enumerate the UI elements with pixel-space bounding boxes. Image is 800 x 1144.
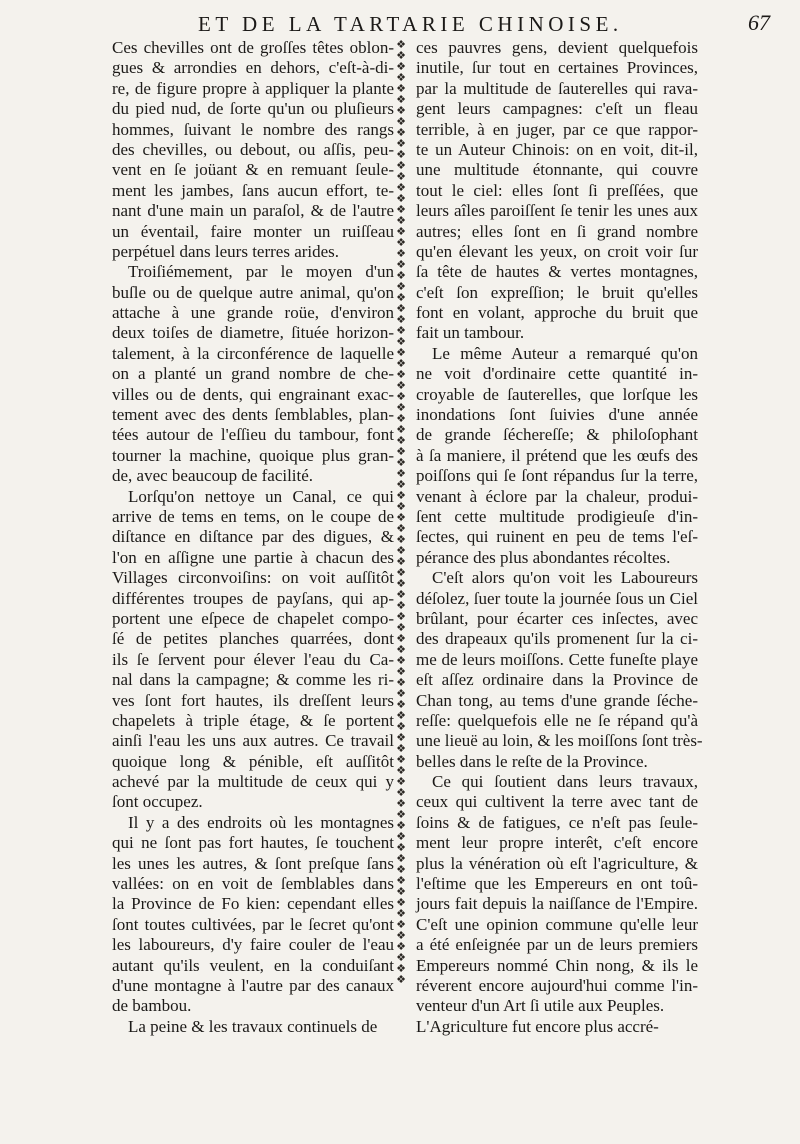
ornament-glyph: ❖ <box>396 347 406 359</box>
ornament-glyph: ❖ <box>396 468 406 480</box>
ornament-glyph: ❖ <box>396 336 406 348</box>
text-line: l'on en aſſigne une partie à chacun des <box>112 547 394 567</box>
ornament-glyph: ❖ <box>396 952 406 964</box>
text-line: c'eſt ſon expreſſion; le bruit qu'elles <box>416 282 698 302</box>
ornament-glyph: ❖ <box>396 94 406 106</box>
text-line: ceux qui cultivent la terre avec tant de <box>416 792 698 812</box>
ornament-glyph: ❖ <box>396 754 406 766</box>
ornament-glyph: ❖ <box>396 193 406 205</box>
ornament-glyph: ❖ <box>396 600 406 612</box>
ornament-glyph: ❖ <box>396 512 406 524</box>
ornament-glyph: ❖ <box>396 644 406 656</box>
text-line: Il y a des endroits où les montagnes <box>128 812 394 832</box>
text-line: ne voit d'ordinaire cette quantité in- <box>416 364 698 384</box>
left-text-column <box>112 38 394 1037</box>
text-line: tout le ciel: elles ſont ſi preſſées, que <box>416 180 698 200</box>
running-title: ET DE LA TARTARIE CHINOISE. <box>198 12 623 36</box>
text-line: autres; elles ſont en ſi grand nombre <box>416 221 698 241</box>
ornament-glyph: ❖ <box>396 732 406 744</box>
ornament-glyph: ❖ <box>396 677 406 689</box>
text-line: font en volant, approche du bruit que <box>416 303 698 323</box>
ornament-glyph: ❖ <box>396 358 406 370</box>
ornament-glyph: ❖ <box>396 215 406 227</box>
ornament-glyph: ❖ <box>396 50 406 62</box>
ornament-glyph: ❖ <box>396 149 406 161</box>
text-line: C'eſt une opinion commune qu'elle leur <box>416 914 698 934</box>
text-line: déſolez, ſuer toute la journée ſous un Ciel <box>416 588 698 608</box>
right-text-column <box>416 38 703 1037</box>
text-line: Ce qui ſoutient dans leurs travaux, <box>432 772 698 792</box>
ornament-glyph: ❖ <box>396 138 406 150</box>
text-line: vallées: on en voit de ſemblables dans <box>112 874 394 894</box>
text-line: nant d'une main un paraſol, & de l'autre <box>112 201 394 221</box>
text-line: inutile, ſur tout en certaines Provinces, <box>416 58 698 78</box>
text-line: terrible, à en juger, par ce que rappor- <box>416 119 698 139</box>
ornament-glyph: ❖ <box>396 424 406 436</box>
page-header <box>110 10 770 40</box>
ornament-glyph: ❖ <box>396 204 406 216</box>
ornament-glyph: ❖ <box>396 721 406 733</box>
text-line: ſent cette multitude prodigieuſe d'in- <box>416 506 698 526</box>
text-line: différentes troupes de payſans, qui ap- <box>112 588 394 608</box>
ornament-glyph: ❖ <box>396 699 406 711</box>
ornament-glyph: ❖ <box>396 457 406 469</box>
ornament-glyph: ❖ <box>396 534 406 546</box>
text-line: L'Agriculture fut encore plus accré- <box>416 1016 659 1036</box>
page-number: 67 <box>748 10 770 35</box>
ornament-glyph: ❖ <box>396 303 406 315</box>
ornament-glyph: ❖ <box>396 226 406 238</box>
ornament-glyph: ❖ <box>396 688 406 700</box>
ornament-glyph: ❖ <box>396 776 406 788</box>
ornament-glyph: ❖ <box>396 710 406 722</box>
text-line: perpétuel dans leurs terres arides. <box>112 241 340 261</box>
ornament-glyph: ❖ <box>396 589 406 601</box>
ornament-glyph: ❖ <box>396 743 406 755</box>
text-line: a été enſeignée par un de leurs premiers <box>416 935 698 955</box>
ornament-glyph: ❖ <box>396 831 406 843</box>
text-line: poiſſons qui ſe ſont répandus ſur la terre, <box>416 466 698 486</box>
text-line: fait un tambour. <box>416 323 525 343</box>
text-line: La peine & les travaux continuels de <box>128 1016 378 1036</box>
ornament-glyph: ❖ <box>396 116 406 128</box>
ornament-glyph: ❖ <box>396 171 406 183</box>
text-line: à ſa maniere, il prétend que les œufs des <box>416 445 698 465</box>
text-line: ſectes, qui ruinent en peu de tems l'eſ- <box>416 527 698 547</box>
ornament-glyph: ❖ <box>396 655 406 667</box>
ornament-glyph: ❖ <box>396 820 406 832</box>
ornament-glyph: ❖ <box>396 237 406 249</box>
text-line: jours fait depuis la naiſſance de l'Empire. <box>416 894 698 914</box>
ornament-glyph: ❖ <box>396 864 406 876</box>
text-line: belles dans le reſte de la Province. <box>416 751 648 771</box>
ornament-glyph: ❖ <box>396 105 406 117</box>
ornament-glyph: ❖ <box>396 853 406 865</box>
text-line: brûlant, pour écarter ces inſectes, avec <box>416 608 698 628</box>
ornament-glyph: ❖ <box>396 622 406 634</box>
ornamental-column-divider <box>393 40 409 990</box>
ornament-glyph: ❖ <box>396 83 406 95</box>
text-line: qui ne ſont pas fort hautes, ſe touchent <box>112 833 394 853</box>
text-line: Villages circonvoiſins: on voit auſſitôt <box>112 568 394 588</box>
text-line: buſle ou de quelque autre animal, qu'on <box>112 282 394 302</box>
ornament-glyph: ❖ <box>396 391 406 403</box>
text-line: réverent encore aujourd'hui comme l'in- <box>416 975 698 995</box>
ornament-glyph: ❖ <box>396 798 406 810</box>
text-line: ment leur propre interêt, c'eſt encore <box>416 833 698 853</box>
ornament-glyph: ❖ <box>396 314 406 326</box>
text-line: Le même Auteur a remarqué qu'on <box>432 343 698 363</box>
text-line: de grande ſéchereſſe; & philoſophant <box>416 425 698 445</box>
ornament-glyph: ❖ <box>396 369 406 381</box>
text-line: me de leurs moiſſons. Cette funeſte playe <box>416 649 698 669</box>
text-line: venant à éclore par la chaleur, produi- <box>416 486 698 506</box>
ornament-glyph: ❖ <box>396 325 406 337</box>
text-line: croyable de ſauterelles, que lorſque les <box>416 384 698 404</box>
text-line: nal dans la campagne; & comme les ri- <box>112 670 394 690</box>
text-line: des chevilles, ou debout, ou aſſis, peu- <box>112 139 394 159</box>
ornament-glyph: ❖ <box>396 292 406 304</box>
ornament-glyph: ❖ <box>396 501 406 513</box>
ornament-glyph: ❖ <box>396 765 406 777</box>
ornament-glyph: ❖ <box>396 930 406 942</box>
ornament-glyph: ❖ <box>396 413 406 425</box>
text-line: une multitude étonnante, qui couvre <box>416 160 698 180</box>
text-line: plus la vénération où eſt l'agriculture, & <box>416 853 698 873</box>
text-line: reſſe: quelquefois elle ne ſe répand qu'à <box>416 710 698 730</box>
text-line: un éventail, faire monter un ruiſſeau <box>112 221 394 241</box>
ornament-glyph: ❖ <box>396 578 406 590</box>
text-line: ſont occupez. <box>112 792 203 812</box>
ornament-glyph: ❖ <box>396 259 406 271</box>
text-line: portent une eſpece de chapelet compo- <box>112 608 394 628</box>
ornament-glyph: ❖ <box>396 545 406 557</box>
text-line: talement, à la circonférence de laquelle <box>112 343 394 363</box>
ornament-glyph: ❖ <box>396 40 406 51</box>
ornament-glyph: ❖ <box>396 435 406 447</box>
text-line: vent en ſe joüant & en remuant ſeule- <box>112 160 394 180</box>
ornament-glyph: ❖ <box>396 248 406 260</box>
text-line: ves ſont fort hautes, ils dreſſent leurs <box>112 690 394 710</box>
text-line: tement avec des dents ſemblables, plan- <box>112 405 394 425</box>
text-line: les laboureurs, d'y faire couler de l'eau <box>112 935 394 955</box>
text-line: hommes, ſuivant le nombre des rangs <box>112 119 394 139</box>
text-line: de, avec beaucoup de facilité. <box>112 466 314 486</box>
text-line: inondations ſont ſuivies d'une année <box>416 405 698 425</box>
ornament-glyph: ❖ <box>396 446 406 458</box>
text-line: gent leurs campagnes: c'eſt un fleau <box>416 99 698 119</box>
text-line: villes ou de dents, qui engrainant exac- <box>112 384 394 404</box>
text-line: ſont toutes cultivées, par le ſecret qu'ont <box>112 914 394 934</box>
text-line: Troiſiémement, par le moyen d'un <box>128 262 394 282</box>
ornament-glyph: ❖ <box>396 127 406 139</box>
text-line: d'une montagne à l'autre par des canaux <box>112 975 394 995</box>
ornament-glyph: ❖ <box>396 523 406 535</box>
ornament-glyph: ❖ <box>396 787 406 799</box>
ornament-glyph: ❖ <box>396 666 406 678</box>
text-line: qu'en élevant les yeux, on croit voir ſur <box>416 241 698 261</box>
ornament-glyph: ❖ <box>396 490 406 502</box>
text-line: des drapeaux qu'ils promenent ſur la ci- <box>416 629 698 649</box>
text-line: leurs aîles paroiſſent ſe tenir les unes aux <box>416 201 698 221</box>
text-line: les unes les autres, & ſont preſque ſans <box>112 853 394 873</box>
ornament-glyph: ❖ <box>396 160 406 172</box>
text-line: Empereurs nommé Chin nong, & ils le <box>416 955 698 975</box>
text-line: ſa tête de hautes & vertes montagnes, <box>416 262 698 282</box>
ornament-glyph: ❖ <box>396 61 406 73</box>
ornament-glyph: ❖ <box>396 182 406 194</box>
text-line: on a planté un grand nombre de che- <box>112 364 394 384</box>
text-line: C'eſt alors qu'on voit les Laboureurs <box>432 568 698 588</box>
ornament-glyph: ❖ <box>396 611 406 623</box>
text-line: achevé par la multitude de ceux qui y <box>112 772 394 792</box>
ornament-glyph: ❖ <box>396 281 406 293</box>
text-line: la Province de Fo kien: cependant elles <box>112 894 394 914</box>
ornament-glyph: ❖ <box>396 270 406 282</box>
ornament-glyph: ❖ <box>396 567 406 579</box>
ornament-glyph: ❖ <box>396 974 406 986</box>
text-line: de bambou. <box>112 996 192 1016</box>
text-line: tées autour de l'eſſieu du tambour, font <box>112 425 394 445</box>
ornament-glyph: ❖ <box>396 402 406 414</box>
text-line: deux toiſes de diametre, ſituée horizon- <box>112 323 394 343</box>
ornament-glyph: ❖ <box>396 809 406 821</box>
ornament-glyph: ❖ <box>396 556 406 568</box>
text-line: par la multitude de ſauterelles qui rava- <box>416 78 698 98</box>
text-line: te un Auteur Chinois: on en voit, dit-il, <box>416 139 698 159</box>
text-line: Lorſqu'on nettoye un Canal, ce qui <box>128 486 394 506</box>
text-line: diſtance en diſtance par des digues, & <box>112 527 394 547</box>
ornament-glyph: ❖ <box>396 897 406 909</box>
ornament-glyph: ❖ <box>396 875 406 887</box>
ornament-glyph: ❖ <box>396 886 406 898</box>
text-line: re, de figure propre à appliquer la plante <box>112 78 394 98</box>
text-line: ces pauvres gens, devient quelquefois <box>416 38 698 57</box>
ornament-glyph: ❖ <box>396 963 406 975</box>
text-line: pérance des plus abondantes récoltes. <box>416 547 671 567</box>
text-line: ment les jambes, ſans aucun effort, te- <box>112 180 394 200</box>
text-line: eſt aſſez ordinaire dans la Province de <box>416 670 698 690</box>
text-line: quoique long & pénible, eſt auſſitôt <box>112 751 394 771</box>
text-line: ainſi l'eau les uns aux autres. Ce travail <box>112 731 394 751</box>
text-line: ſé de petites planches quarrées, dont <box>112 629 394 649</box>
text-line: arrive de tems en tems, on le coupe de <box>112 506 394 526</box>
text-line: du pied nud, de ſorte qu'un ou pluſieurs <box>112 99 394 119</box>
ornament-glyph: ❖ <box>396 908 406 920</box>
text-line: attache à une grande roüe, d'environ <box>112 303 394 323</box>
ornament-glyph: ❖ <box>396 72 406 84</box>
text-line: une lieuë au loin, & les moiſſons ſont très- <box>416 731 703 751</box>
text-line: gues & arrondies en dehors, c'eſt-à-di- <box>112 58 394 78</box>
text-line: l'eſtime que les Empereurs en ont toû- <box>416 874 698 894</box>
ornament-glyph: ❖ <box>396 941 406 953</box>
ornament-glyph: ❖ <box>396 479 406 491</box>
text-line: ſoins & de fatigues, ce n'eſt pas ſeule- <box>416 812 698 832</box>
text-line: ils ſe ſervent pour élever l'eau du Ca- <box>112 649 394 669</box>
ornament-glyph: ❖ <box>396 842 406 854</box>
text-line: venteur d'un Art ſi utile aux Peuples. <box>416 996 665 1016</box>
text-line: chapelets à triple étage, & ſe portent <box>112 710 394 730</box>
ornament-glyph: ❖ <box>396 919 406 931</box>
text-line: Chan tong, au tems d'une grande ſéche- <box>416 690 698 710</box>
ornament-glyph: ❖ <box>396 633 406 645</box>
text-line: Ces chevilles ont de groſſes têtes oblon- <box>112 38 394 57</box>
ornament-glyph: ❖ <box>396 380 406 392</box>
text-line: tourner la machine, quoique plus gran- <box>112 445 394 465</box>
text-line: autant qu'ils veulent, en la conduiſant <box>112 955 394 975</box>
